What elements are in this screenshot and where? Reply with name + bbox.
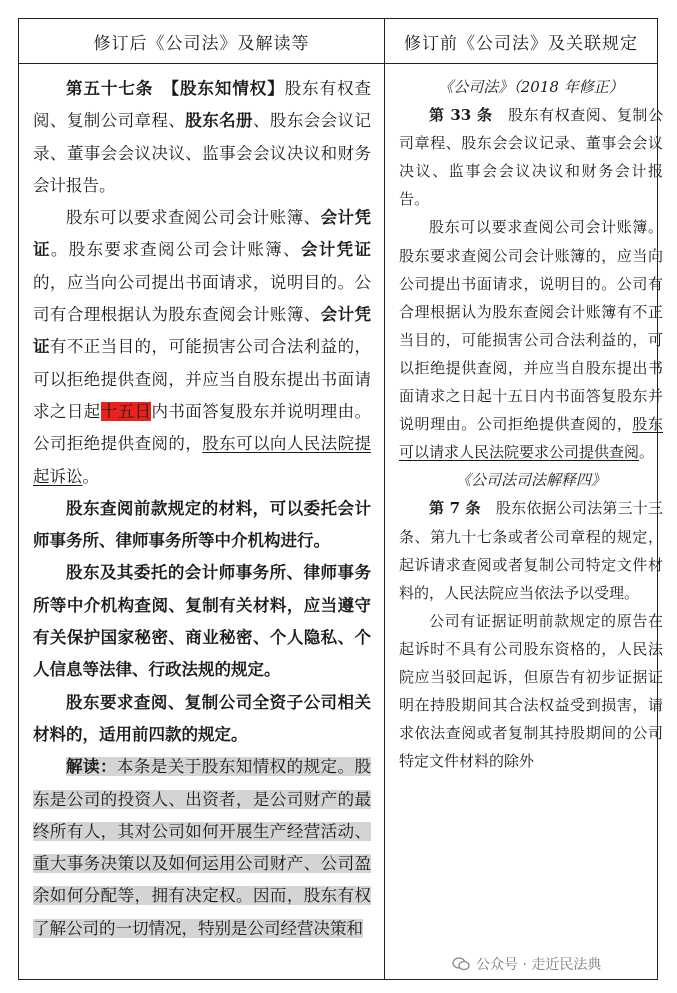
source-title-judicial-interpretation: 《公司法司法解释四》 <box>455 471 606 490</box>
interpretation-label: 解读： <box>66 757 117 777</box>
header-divider <box>19 63 657 64</box>
wechat-watermark <box>448 954 605 974</box>
red-highlight-mark: 十五日 <box>100 401 152 421</box>
underlined-text: 股东可以向人民法院提起诉讼 <box>33 434 372 486</box>
right-column-header: 修订前《公司法》及关联规定 <box>404 33 638 54</box>
article-57-para-5: 股东要求查阅、复制公司全资子公司相关材料的，适用前四款的规定。 <box>33 692 371 744</box>
article-33-number: 第 33 条 <box>429 106 493 125</box>
article-7-para-1: 第 7 条 股东依据公司法第三十三条、第九十七条或者公司章程的规定，起诉请求查阅或者复制公司特定文件材料的，人民法院应当依法予以受理。 <box>399 499 663 602</box>
right-column <box>399 73 663 775</box>
article-7-para-2: 公司有证据证明前款规定的原告在起诉时不具有公司股东资格的，人民法院应当驳回起诉，但原告有初步证据证明在持股期间其合法权益受到损害，请求依法查阅或者复制其持股期间的公司特定文件材料的除外 <box>399 611 663 771</box>
article-33-para-1: 第 33 条 股东有权查阅、复制公司章程、股东会会议记录、董事会会议决议、监事会会议决议和财务会计报告。 <box>399 106 663 209</box>
article-title: 【股东知情权】 <box>170 79 285 98</box>
article-57-para-4: 股东及其委托的会计师事务所、律师事务所等中介机构查阅、复制有关材料，应当遵守有关保护国家秘密、商业秘密、个人隐私、个人信息等法律、行政法规的规定。 <box>33 563 371 680</box>
comparison-table <box>18 18 663 980</box>
article-57-para-3: 股东查阅前款规定的材料，可以委托会计师事务所、律师事务所等中介机构进行。 <box>33 498 371 551</box>
interpretation <box>33 751 371 945</box>
article-57-para-2: 股东可以要求查阅公司会计账簿、会计凭证。股东要求查阅公司会计账簿、会计凭证的，应当向公司提出书面请求，说明目的。公司有合理根据认为股东查阅会计账簿、会计凭证有不正当目的，可能损害公司合法利益的，可以拒绝提供查阅，并应当自股东提出书面请求之日起十五日内书面答复股东并说明理由。公司拒绝提供查阅的，股东可以向人民法院提起诉讼。 <box>33 208 372 486</box>
article-57-para-1: 第五十七条 【股东知情权】股东有权查阅、复制公司章程、股东名册、股东会会议记录、董事会会议决议、监事会会议决议和财务会计报告。 <box>33 79 372 195</box>
interpretation-text: 本条是关于股东知情权的规定。股东是公司的投资人、出资者，是公司财产的最终所有人，其对公司如何开展生产经营活动、重大事务决策以及如何运用公司财产、公司盈余如何分配等，拥有决定权。因而，股东有权了解公司的一切情况，特别是公司经营决策和 <box>33 757 372 938</box>
article-33-para-2: 股东可以要求查阅公司会计账簿。股东要求查阅公司会计账簿的，应当向公司提出书面请求，说明目的。公司有合理根据认为股东查阅会计账簿有不正当目的，可能损害公司合法利益的，可以拒绝提供查阅，并应当自股东提出书面请求之日起十五日内书面答复股东并说明理由。公司拒绝提供查阅的，股东可以请求人民法院要求公司提供查阅。 <box>399 218 663 462</box>
column-divider <box>384 19 385 979</box>
article-7-number: 第 7 条 <box>429 499 481 518</box>
article-number: 第五十七条 <box>66 79 154 98</box>
wechat-icon <box>452 957 470 971</box>
underlined-text: 股东可以请求人民法院要求公司提供查阅 <box>399 415 663 462</box>
left-column <box>33 73 371 945</box>
source-title-company-law: 《公司法》（2018 年修正） <box>438 78 624 96</box>
watermark-text: 公众号 · 走近民法典 <box>476 957 602 973</box>
left-column-header: 修订后《公司法》及解读等 <box>93 33 310 54</box>
